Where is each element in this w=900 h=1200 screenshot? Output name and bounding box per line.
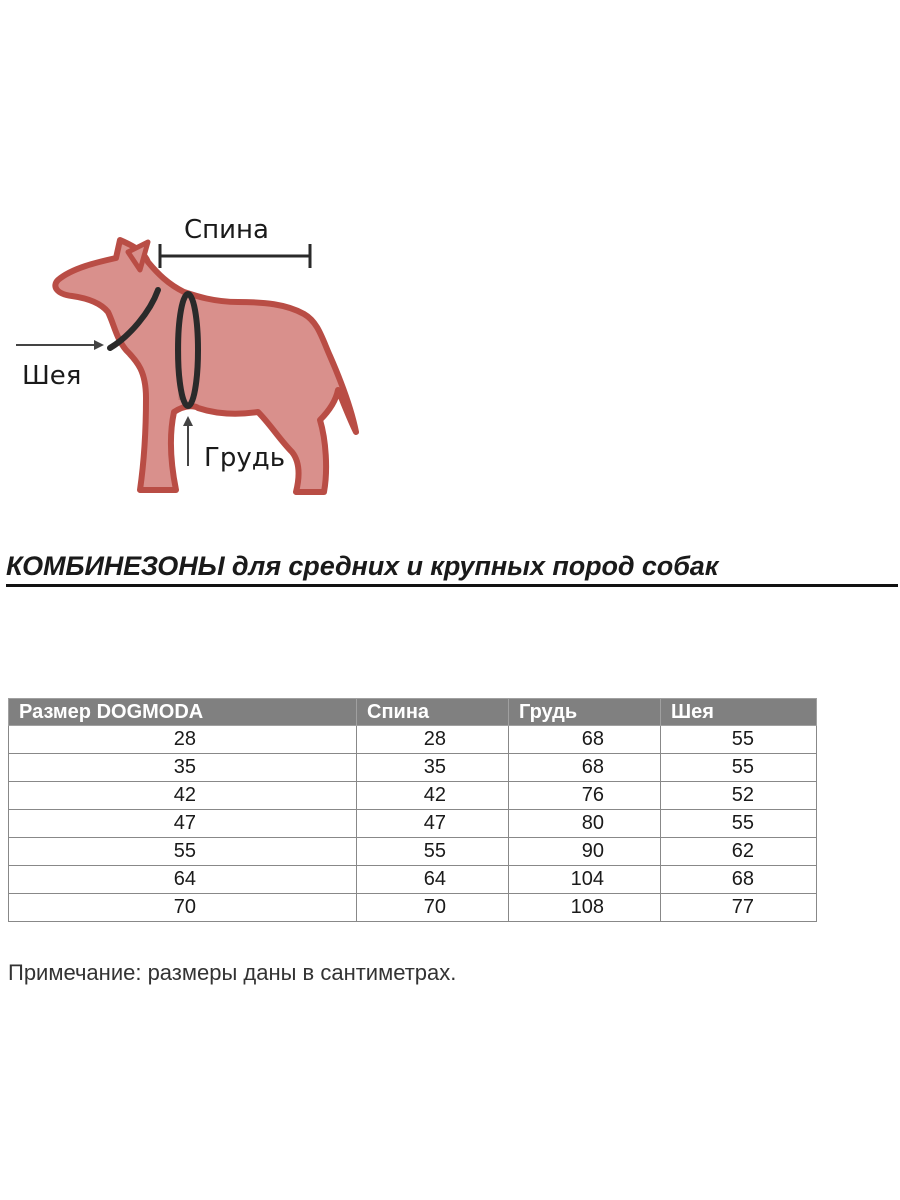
cell-neck: 52 [661,782,817,810]
heading-bold-part: КОМБИНЕЗОНЫ [6,551,225,581]
cell-chest: 68 [509,754,661,782]
header-chest: Грудь [509,699,661,726]
cell-chest: 108 [509,894,661,922]
cell-chest: 104 [509,866,661,894]
cell-back: 70 [357,894,509,922]
table-row [9,866,817,894]
chest-arrow-head [183,416,193,426]
dog-measurement-diagram [0,0,900,520]
size-table [8,698,817,922]
cell-neck: 55 [661,726,817,754]
cell-chest: 68 [509,726,661,754]
cell-neck: 55 [661,810,817,838]
table-row [9,726,817,754]
cell-back: 28 [357,726,509,754]
cell-size: 47 [9,810,357,838]
header-back: Спина [357,699,509,726]
page-heading [6,548,898,587]
cell-back: 35 [357,754,509,782]
cell-size: 55 [9,838,357,866]
neck-label: Шея [22,361,82,391]
back-label: Спина [184,215,269,245]
table-row [9,810,817,838]
cell-back: 42 [357,782,509,810]
cell-size: 70 [9,894,357,922]
cell-chest: 80 [509,810,661,838]
table-row [9,894,817,922]
chest-label: Грудь [204,443,286,473]
cell-neck: 68 [661,866,817,894]
cell-neck: 55 [661,754,817,782]
cell-back: 55 [357,838,509,866]
header-size: Размер DOGMODA [9,699,357,726]
cell-back: 47 [357,810,509,838]
cell-size: 42 [9,782,357,810]
cell-chest: 90 [509,838,661,866]
table-header-row [9,699,817,726]
table-row [9,754,817,782]
cell-chest: 76 [509,782,661,810]
units-note: Примечание: размеры даны в сантиметрах. [8,960,457,985]
table-row [9,838,817,866]
table-row [9,782,817,810]
cell-neck: 62 [661,838,817,866]
heading-rest: для средних и крупных пород собак [224,551,719,581]
neck-arrow-head [94,340,104,350]
cell-size: 64 [9,866,357,894]
cell-size: 35 [9,754,357,782]
header-neck: Шея [661,699,817,726]
cell-back: 64 [357,866,509,894]
cell-neck: 77 [661,894,817,922]
cell-size: 28 [9,726,357,754]
